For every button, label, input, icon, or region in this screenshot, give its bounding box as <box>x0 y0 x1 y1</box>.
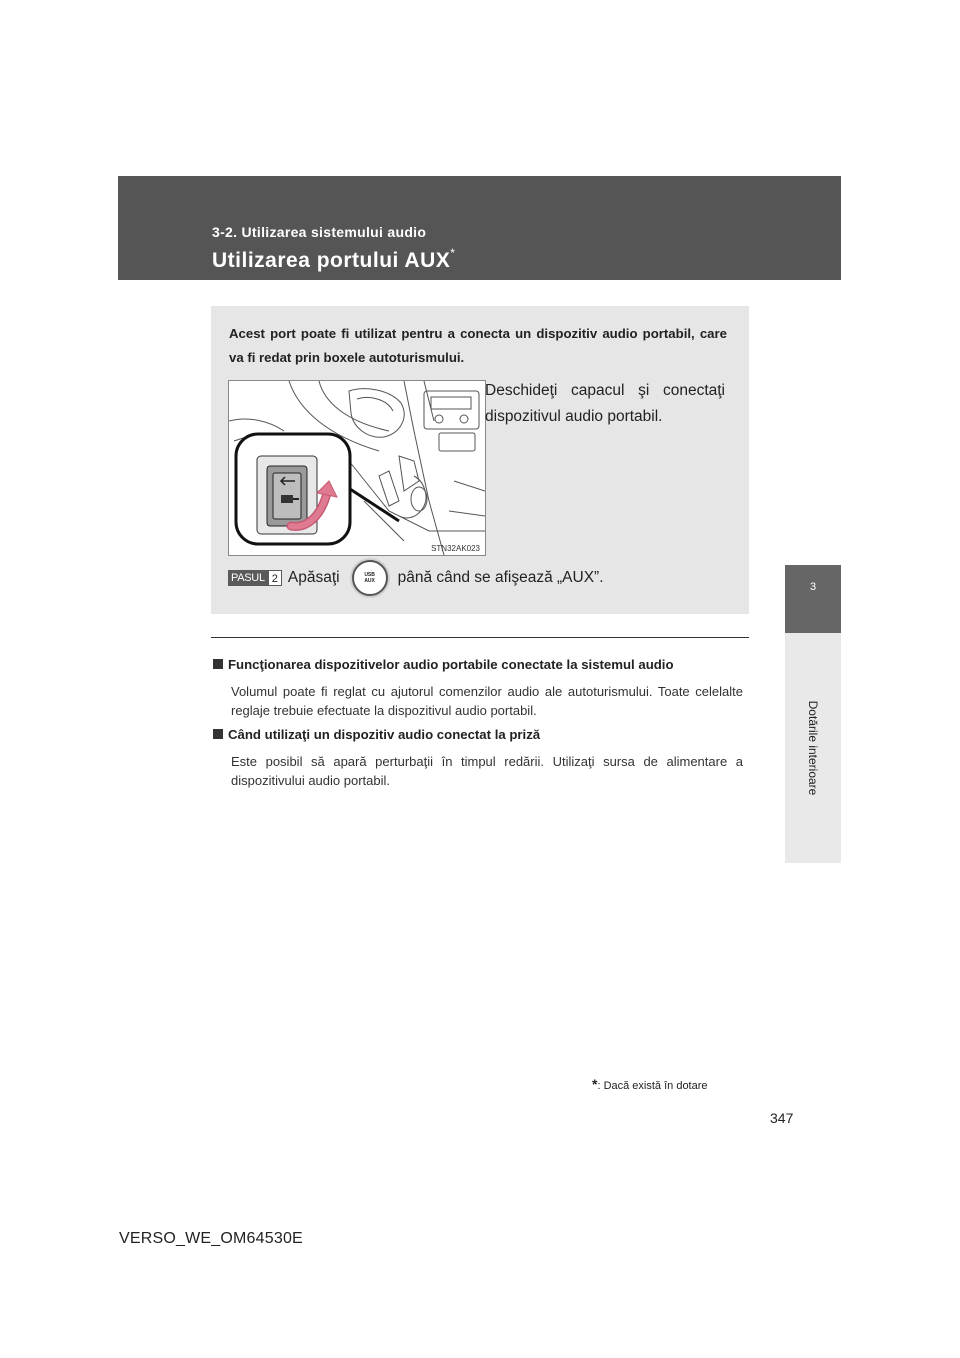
section-label: 3-2. Utilizarea sistemului audio <box>212 224 427 240</box>
page-title-text: Utilizarea portului AUX <box>212 249 451 272</box>
step2-badge-label: PASUL <box>228 570 268 586</box>
note-2-heading-text: Când utilizaţi un dispozitiv audio conectat la priză <box>228 727 541 742</box>
note-power-outlet <box>213 726 743 790</box>
note-portable-devices <box>213 656 743 720</box>
note-1-heading-text: Funcţionarea dispozitivelor audio portabile conectate la sistemul audio <box>228 657 674 672</box>
header-band <box>118 176 841 280</box>
footnote-text: : Dacă există în dotare <box>597 1080 708 1092</box>
chapter-number-tab: 3 <box>785 565 841 633</box>
step2-text-before: Apăsaţi <box>287 569 340 586</box>
note-1-heading <box>213 656 743 674</box>
step2-row <box>228 558 604 598</box>
instruction-box <box>211 306 749 614</box>
note-2-heading <box>213 726 743 744</box>
console-drawing <box>229 381 485 555</box>
page-number: 347 <box>770 1110 794 1126</box>
footnote <box>592 1076 708 1092</box>
step2-text-after: până când se afişează „AUX”. <box>397 569 604 586</box>
section-divider <box>211 637 749 638</box>
chapter-title: Dotările interioare <box>806 700 820 796</box>
title-footnote-mark: * <box>450 246 456 260</box>
console-illustration <box>228 380 486 556</box>
intro-text: Acest port poate fi utilizat pentru a conecta un dispozitiv audio portabil, care va fi redat prin boxele autoturismului. <box>229 326 727 365</box>
step2-badge <box>228 570 282 586</box>
aux-label: AUX <box>364 578 375 584</box>
document-code: VERSO_WE_OM64530E <box>119 1230 303 1247</box>
chapter-title-tab <box>785 633 841 863</box>
square-bullet-icon <box>213 729 223 739</box>
usb-label: USB <box>364 572 375 578</box>
figure-code: STN32AK023 <box>431 544 480 553</box>
page-title <box>212 248 455 273</box>
note-1-body: Volumul poate fi reglat cu ajutorul comenzilor audio ale autoturismului. Toate celelalte reglaje trebuie efectuate la dispozitivul audio portabil. <box>231 684 743 718</box>
footnote-mark: * <box>592 1076 598 1092</box>
step2-badge-number: 2 <box>268 570 282 586</box>
step1-text: Deschideţi capacul şi conectaţi dispozitivul audio portabil. <box>485 382 725 425</box>
note-2-body: Este posibil să apară perturbaţii în timpul redării. Utilizaţi sursa de alimentare a dispozitivului audio portabil. <box>231 754 743 788</box>
usb-aux-button-icon <box>352 560 388 596</box>
square-bullet-icon <box>213 659 223 669</box>
